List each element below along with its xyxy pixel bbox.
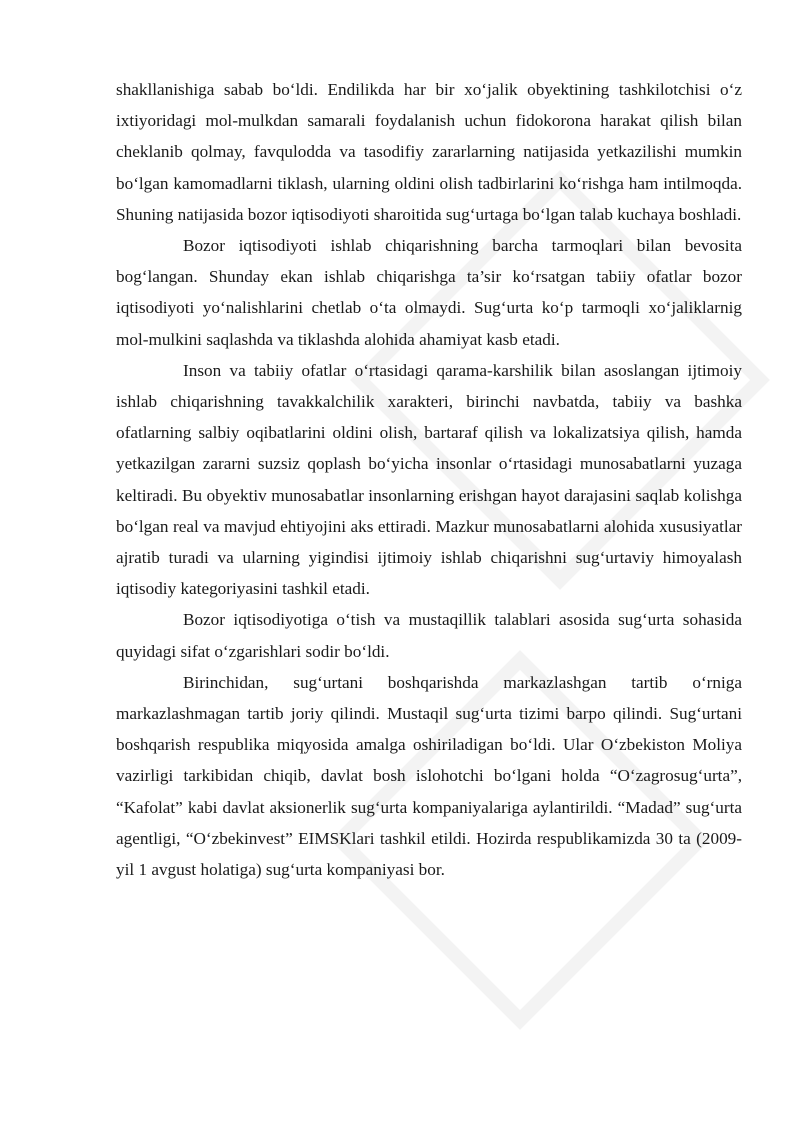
document-body — [116, 74, 742, 885]
paragraph-1: shakllanishiga sabab bo‘ldi. Endilikda har bir xo‘jalik obyektining tashkilotchisi o‘z ixtiyoridagi mol-mulkdan samarali foydalanish uchun fidokorona harakat qilish bilan cheklanib qolmay, favqulodda va tasodifiy zararlarning natijasida yetkazilishi mumkin bo‘lgan kamomadlarni tiklash, ularning oldini olish tadbirlarini ko‘rishga ham intilmoqda. Shuning natijasida bozor iqtisodiyoti sharoitida sug‘urtaga bo‘lgan talab kuchaya boshladi. — [116, 80, 742, 224]
paragraph-5: Birinchidan, sug‘urtani boshqarishda markazlashgan tartib o‘rniga markazlashmagan tartib joriy qilindi. Mustaqil sug‘urta tizimi barpo qilindi. Sug‘urtani boshqarish respublika miqyosida amalga oshiriladigan bo‘ldi. Ular O‘zbekiston Moliya vazirligi tarkibidan chiqib, davlat bosh islohotchi bo‘lgani holda “O‘zagrosug‘urta”, “Kafolat” kabi davlat aksionerlik sug‘urta kompaniyalariga aylantirildi. “Madad” sug‘urta agentligi, “O‘zbekinvest” EIMSKlari tashkil etildi. Hozirda respublikamizda 30 ta (2009-yil 1 avgust holatiga) sug‘urta kompaniyasi bor. — [116, 672, 742, 880]
paragraph-4: Bozor iqtisodiyotiga o‘tish va mustaqillik talablari asosida sug‘urta sohasida quyidagi sifat o‘zgarishlari sodir bo‘ldi. — [116, 610, 742, 661]
paragraph-2: Bozor iqtisodiyoti ishlab chiqarishning barcha tarmoqlari bilan bevosita bog‘langan. Shunday ekan ishlab chiqarishga ta’sir ko‘rsatgan tabiiy ofatlar bozor iqtisodiyoti yo‘nalishlarini chetlab o‘ta olmaydi. Sug‘urta ko‘p tarmoqli xo‘jaliklarnig mol-mulkini saqlashda va tiklashda alohida ahamiyat kasb etadi. — [116, 236, 742, 349]
paragraph-3: Inson va tabiiy ofatlar o‘rtasidagi qarama-karshilik bilan asoslangan ijtimoiy ishlab chiqarishning tavakkalchilik xarakteri, birinchi navbatda, tabiiy va bashka ofatlarning salbiy oqibatlarini oldini olish, bartaraf qilish va lokalizatsiya qilish, hamda yetkazilgan zararni suzsiz qoplash bo‘yicha insonlar o‘rtasidagi munosabatlarni yuzaga keltiradi. Bu obyektiv munosabatlar insonlarning erishgan hayot darajasini saqlab kolishga bo‘lgan real va mavjud ehtiyojini aks ettiradi. Mazkur munosabatlarni alohida xususiyatlar ajratib turadi va ularning yigindisi ijtimoiy ishlab chiqarishni sug‘urtaviy himoyalash iqtisodiy kategoriyasini tashkil etadi. — [116, 360, 742, 599]
